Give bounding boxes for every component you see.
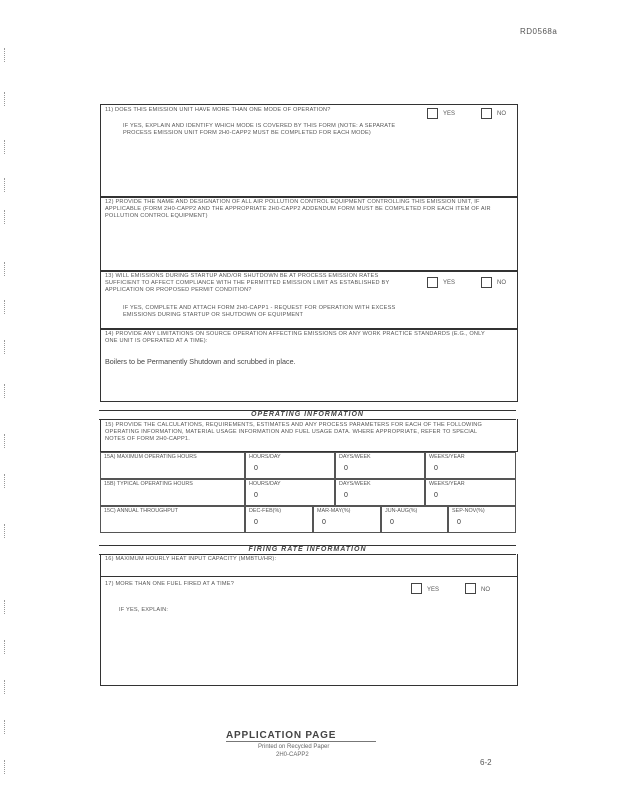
q13-box: [100, 270, 518, 330]
q17-question: 17) MORE THAN ONE FUEL FIRED AT A TIME?: [105, 581, 235, 587]
max-days-week-value: 0: [344, 465, 348, 472]
q11-question: 11) DOES THIS EMISSION UNIT HAVE MORE THAN ONE MODE OF OPERATION?: [105, 107, 331, 113]
annual-throughput-label-cell: [100, 506, 245, 533]
binder-mark: [4, 474, 9, 488]
max-hours-label-cell: [100, 452, 245, 479]
binder-mark: [4, 680, 9, 694]
jun-aug-cell[interactable]: [381, 506, 448, 533]
binder-mark: [4, 262, 9, 276]
binder-mark: [4, 300, 9, 314]
q17-yes-label: YES: [427, 587, 440, 593]
footer-recycled-note: Printed on Recycled Paper: [258, 744, 330, 750]
sep-nov-value: 0: [457, 519, 461, 526]
q13-note: IF YES, COMPLETE AND ATTACH FORM 2H0-CAPP1 - REQUEST FOR OPERATION WITH EXCESS EMISSIONS DURING STARTUP OR SHUTDOWN OF EQUIPMENT: [123, 305, 396, 318]
typ-weeks-year-label: WEEKS/YEAR: [429, 481, 465, 487]
jun-aug-label: JUN-AUG(%): [385, 508, 418, 514]
max-days-week-label: DAYS/WEEK: [339, 454, 371, 460]
q17-box: [100, 576, 518, 686]
binder-mark: [4, 178, 9, 192]
binder-mark: [4, 48, 9, 62]
typ-days-week-label: DAYS/WEEK: [339, 481, 371, 487]
q12-question: 12) PROVIDE THE NAME AND DESIGNATION OF ALL AIR POLLUTION CONTROL EQUIPMENT CONTROLLING THIS EMISSION UNIT, IF APPLICABLE (FORM 2H0-CAPP2 AND THE APPROPRIATE 2H0-CAPP2 ADDENDUM FORM MUST BE COMPLETED FOR EACH ITEM OF AIR POLLUTION CONTROL EQUIPMENT): [105, 199, 491, 219]
typ-hours-day-value: 0: [254, 492, 258, 499]
annual-throughput-label: 15C) ANNUAL THROUGHPUT: [104, 508, 178, 514]
q11-no-checkbox[interactable]: [481, 108, 492, 119]
max-hours-day-cell[interactable]: [245, 452, 335, 479]
q11-yes-checkbox[interactable]: [427, 108, 438, 119]
typ-weeks-year-cell[interactable]: [425, 479, 516, 506]
q13-no-checkbox[interactable]: [481, 277, 492, 288]
typ-days-week-cell[interactable]: [335, 479, 425, 506]
binder-mark: [4, 640, 9, 654]
binder-mark: [4, 384, 9, 398]
typ-hours-label: 15B) TYPICAL OPERATING HOURS: [104, 481, 193, 487]
max-weeks-year-value: 0: [434, 465, 438, 472]
max-days-week-cell[interactable]: [335, 452, 425, 479]
typ-hours-day-label: HOURS/DAY: [249, 481, 281, 487]
binder-mark: [4, 340, 9, 354]
dec-feb-value: 0: [254, 519, 258, 526]
dec-feb-cell[interactable]: [245, 506, 313, 533]
max-weeks-year-cell[interactable]: [425, 452, 516, 479]
q16-box: [100, 554, 518, 577]
mar-may-value: 0: [322, 519, 326, 526]
page-number: 6-2: [480, 758, 492, 767]
typ-weeks-year-value: 0: [434, 492, 438, 499]
binder-mark: [4, 720, 9, 734]
q13-question: 13) WILL EMISSIONS DURING STARTUP AND/OR SHUTDOWN BE AT PROCESS EMISSION RATES SUFFICIENT TO AFFECT COMPLIANCE WITH THE PERMITTED EMISSION LIMIT AS ESTABLISHED BY APPLICATION OR PROPOSED PERMIT CONDITION?: [105, 273, 390, 293]
typ-days-week-value: 0: [344, 492, 348, 499]
q17-no-checkbox[interactable]: [465, 583, 476, 594]
q13-yes-label: YES: [443, 280, 456, 286]
binder-mark: [4, 434, 9, 448]
max-weeks-year-label: WEEKS/YEAR: [429, 454, 465, 460]
q14-box: [100, 328, 518, 402]
q14-answer[interactable]: Boilers to be Permanently Shutdown and scrubbed in place.: [105, 357, 296, 366]
mar-may-cell[interactable]: [313, 506, 381, 533]
q11-note: IF YES, EXPLAIN AND IDENTIFY WHICH MODE IS COVERED BY THIS FORM (NOTE: A SEPARATE PROCESS EMISSION UNIT FORM 2H0-CAPP2 MUST BE COMPLETED FOR EACH MODE): [123, 123, 396, 136]
typ-hours-label-cell: [100, 479, 245, 506]
q17-no-label: NO: [481, 587, 490, 593]
application-page-title: APPLICATION PAGE: [226, 730, 337, 741]
firing-rate-title: FIRING RATE INFORMATION: [99, 545, 516, 555]
binder-mark: [4, 210, 9, 224]
q17-yes-checkbox[interactable]: [411, 583, 422, 594]
mar-may-label: MAR-MAY(%): [317, 508, 351, 514]
footer-rule: [226, 741, 376, 742]
q13-no-label: NO: [497, 280, 506, 286]
q14-question: 14) PROVIDE ANY LIMITATIONS ON SOURCE OPERATION AFFECTING EMISSIONS OR ANY WORK PRACTICE STANDARDS (E.G., ONLY ONE UNIT IS OPERATED AT A TIME):: [105, 331, 485, 344]
binder-mark: [4, 760, 9, 774]
q13-yes-checkbox[interactable]: [427, 277, 438, 288]
dec-feb-label: DEC-FEB(%): [249, 508, 282, 514]
binder-mark: [4, 140, 9, 154]
typ-hours-day-cell[interactable]: [245, 479, 335, 506]
q15-box: [100, 419, 518, 452]
q12-box: [100, 196, 518, 272]
max-hours-day-value: 0: [254, 465, 258, 472]
sep-nov-label: SEP-NOV(%): [452, 508, 485, 514]
max-hours-label: 15A) MAXIMUM OPERATING HOURS: [104, 454, 197, 460]
binder-mark: [4, 600, 9, 614]
footer-form-code: 2H0-CAPP2: [276, 752, 309, 758]
sep-nov-cell[interactable]: [448, 506, 516, 533]
operating-info-title: OPERATING INFORMATION: [99, 410, 516, 420]
q11-box: [100, 104, 518, 198]
q11-yes-label: YES: [443, 111, 456, 117]
jun-aug-value: 0: [390, 519, 394, 526]
q15-question: 15) PROVIDE THE CALCULATIONS, REQUIREMENTS, ESTIMATES AND ANY PROCESS PARAMETERS FOR EACH OF THE FOLLOWING OPERATING INFORMATION, MATERIAL USAGE INFORMATION AND FUEL USAGE DATA. WHERE APPROPRIATE, REFER TO SPECIAL NOTES OF FORM 2H0-CAPP1.: [105, 422, 483, 442]
binder-mark: [4, 524, 9, 538]
q17-note: IF YES, EXPLAIN:: [119, 607, 169, 613]
q11-no-label: NO: [497, 111, 506, 117]
document-id: RD0568a: [520, 27, 558, 36]
q16-question: 16) MAXIMUM HOURLY HEAT INPUT CAPACITY (MMBTU/HR):: [105, 556, 277, 562]
max-hours-day-label: HOURS/DAY: [249, 454, 281, 460]
binder-mark: [4, 92, 9, 106]
